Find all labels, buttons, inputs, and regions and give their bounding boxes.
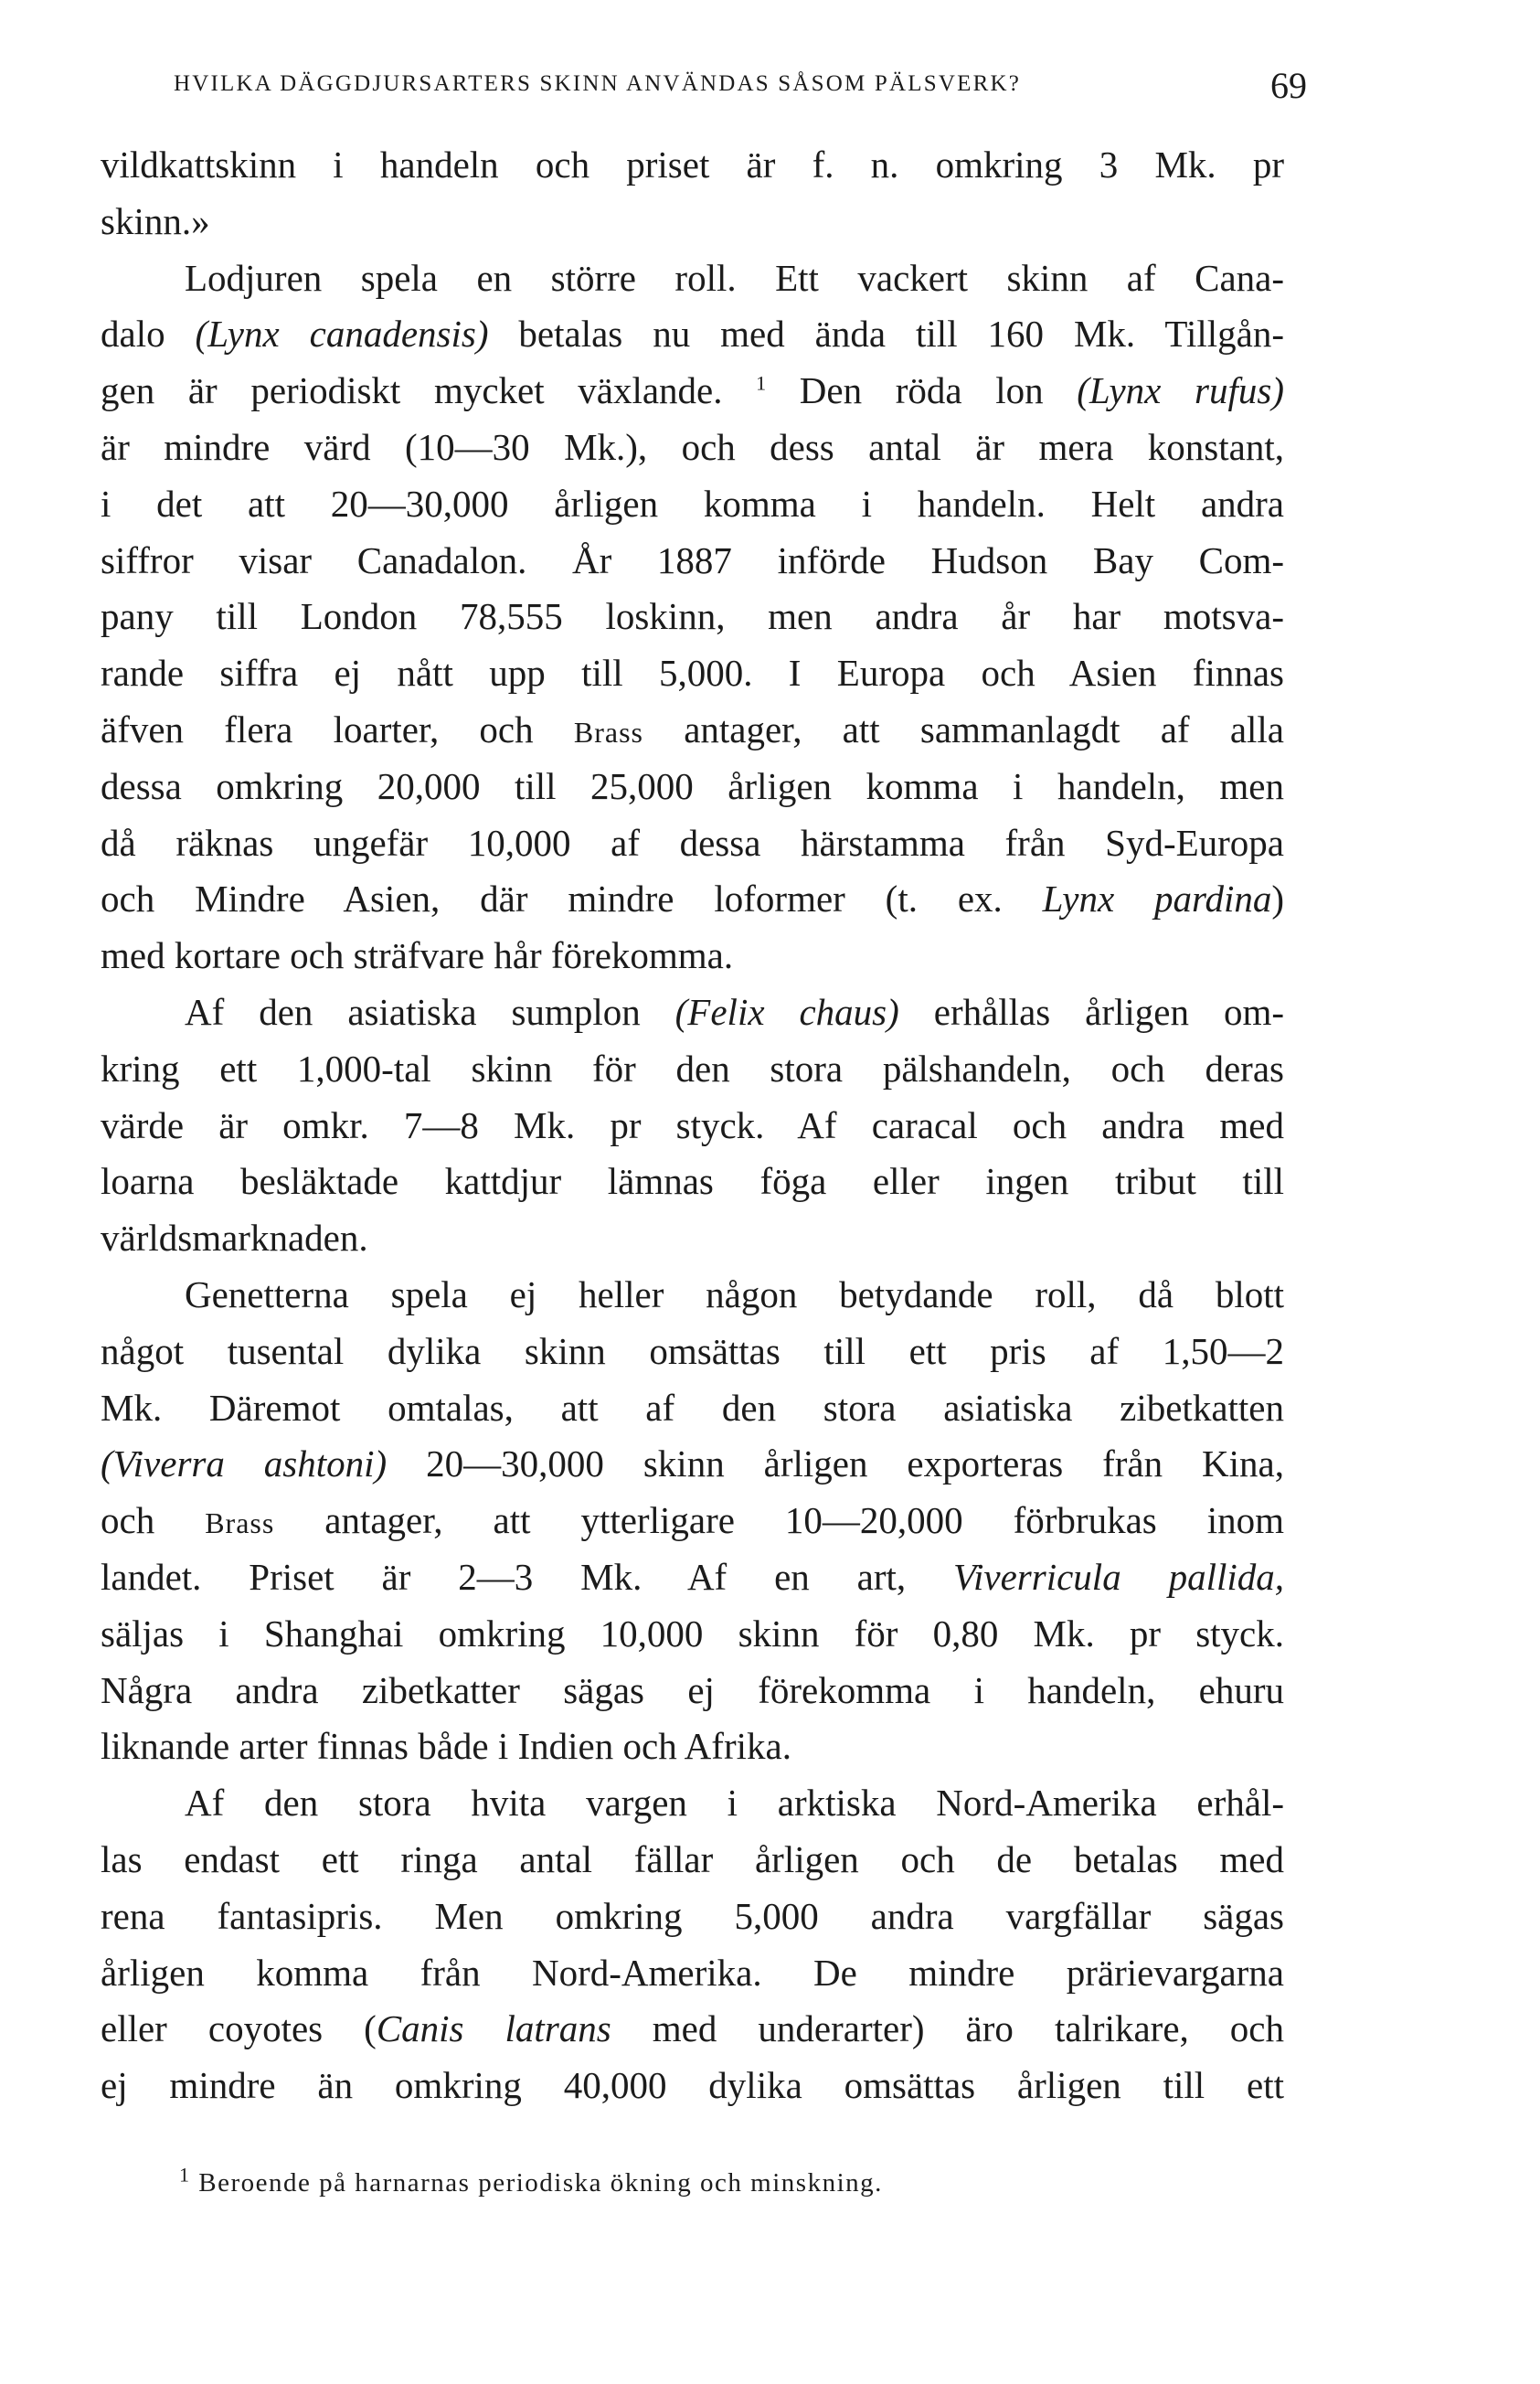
text-line [101, 1493, 1284, 1549]
text-line: Af den stora hvita vargen i arktiska Nord-Amerika erhål- [185, 1782, 1284, 1825]
species-name: (Viverra ashtoni) [101, 1442, 388, 1485]
text-line: Lodjuren spela en större roll. Ett vackert skinn af Cana- [185, 256, 1284, 299]
text-line: siffror visar Canadalon. År 1887 införde Hudson Bay Com- [101, 538, 1284, 581]
text-run: och Mindre Asien, där mindre loformer (t. ex. [101, 878, 1043, 921]
text-line: pany till London 78,555 loskinn, men andra år har motsva- [101, 595, 1284, 638]
text-line: dessa omkring 20,000 till 25,000 årligen komma i handeln, men [101, 764, 1284, 807]
species-name: (Felix chaus) [674, 990, 899, 1033]
text-line: Mk. Däremot omtalas, att af den stora asiatiska zibetkatten [101, 1386, 1284, 1429]
species-name: (Lynx canadensis) [195, 313, 489, 356]
text-line: med kortare och sträfvare hår förekomma. [101, 934, 734, 977]
text-run: antager, att ytterligare 10—20,000 förbrukas inom [274, 1499, 1284, 1542]
text-line: världsmarknaden. [101, 1217, 368, 1260]
page-number: 69 [1270, 65, 1307, 106]
text-run: landet. Priset är 2—3 Mk. Af en art, [101, 1555, 954, 1598]
running-title: HVILKA DÄGGDJURSARTERS SKINN ANVÄNDAS SÅSOM PÄLSVERK? [174, 71, 1021, 96]
text-line [101, 363, 1284, 420]
text-line [101, 984, 1284, 1041]
text-run: antager, att sammanlagdt af alla [643, 708, 1284, 750]
text-line [101, 871, 1284, 928]
text-line: liknande arter finnas både i Indien och Afrika. [101, 1725, 791, 1768]
footnote [179, 2163, 883, 2198]
species-name: (Lynx rufus) [1077, 369, 1284, 412]
body-text [101, 137, 1284, 2114]
footnote-marker: 1 [179, 2163, 191, 2187]
page-header [174, 64, 1307, 110]
text-line: värde är omkr. 7—8 Mk. pr styck. Af caracal och andra med [101, 1103, 1284, 1146]
text-line [101, 1436, 1284, 1493]
text-line: något tusental dylika skinn omsättas till ett pris af 1,50—2 [101, 1329, 1284, 1372]
text-line: skinn.» [101, 199, 210, 242]
text-run: Af den asiatiska sumplon [185, 990, 675, 1033]
text-run: Den röda lon [766, 369, 1078, 412]
text-line: ej mindre än omkring 40,000 dylika omsättas årligen till ett [101, 2064, 1284, 2107]
footnote-text: Beroende på harnarnas periodiska ökning och minskning. [190, 2168, 883, 2198]
text-line: rande siffra ej nått upp till 5,000. I Europa och Asien finnas [101, 652, 1284, 695]
author-name: Brass [573, 715, 643, 749]
text-line: kring ett 1,000-tal skinn för den stora pälshandeln, och deras [101, 1047, 1284, 1090]
text-run: med underarter) äro talrikare, och [611, 2007, 1285, 2050]
text-run: 20—30,000 skinn årligen exporteras från Kina, [387, 1442, 1284, 1485]
text-line: vildkattskinn i handeln och priset är f. n. omkring 3 Mk. pr [101, 144, 1284, 186]
species-name: Canis latrans [376, 2007, 611, 2050]
text-line: i det att 20—30,000 årligen komma i handeln. Helt andra [101, 482, 1284, 525]
text-run: äfven flera loarter, och [101, 708, 574, 750]
footnote-marker: 1 [756, 371, 767, 395]
text-line [101, 2001, 1284, 2058]
text-run: ) [1271, 878, 1284, 921]
text-line: årligen komma från Nord-Amerika. De mindre prärievargarna [101, 1951, 1284, 1994]
species-name: Viverricula pallida, [953, 1555, 1284, 1598]
text-line: las endast ett ringa antal fällar årligen och de betalas med [101, 1837, 1284, 1880]
text-line: rena fantasipris. Men omkring 5,000 andra vargfällar sägas [101, 1894, 1284, 1937]
text-line: säljas i Shanghai omkring 10,000 skinn för 0,80 Mk. pr styck. [101, 1612, 1284, 1655]
text-line [101, 1549, 1284, 1606]
text-run: dalo [101, 313, 196, 356]
text-line: då räknas ungefär 10,000 af dessa härstamma från Syd-Europa [101, 821, 1284, 864]
text-run: och [101, 1499, 206, 1542]
text-line [101, 306, 1284, 363]
text-line [101, 702, 1284, 759]
text-run: gen är periodiskt mycket växlande. [101, 369, 757, 412]
text-line: Några andra zibetkatter sägas ej förekomma i handeln, ehuru [101, 1668, 1284, 1711]
author-name: Brass [205, 1506, 275, 1540]
text-line: är mindre värd (10—30 Mk.), och dess antal är mera konstant, [101, 425, 1284, 468]
text-run: erhållas årligen om- [898, 990, 1284, 1033]
text-line: loarna besläktade kattdjur lämnas föga eller ingen tribut till [101, 1160, 1284, 1203]
text-line: Genetterna spela ej heller någon betydande roll, då blott [185, 1272, 1284, 1315]
text-run: betalas nu med ända till 160 Mk. Tillgån- [488, 313, 1285, 356]
species-name: Lynx pardina [1042, 878, 1272, 921]
text-run: eller coyotes ( [101, 2007, 377, 2050]
